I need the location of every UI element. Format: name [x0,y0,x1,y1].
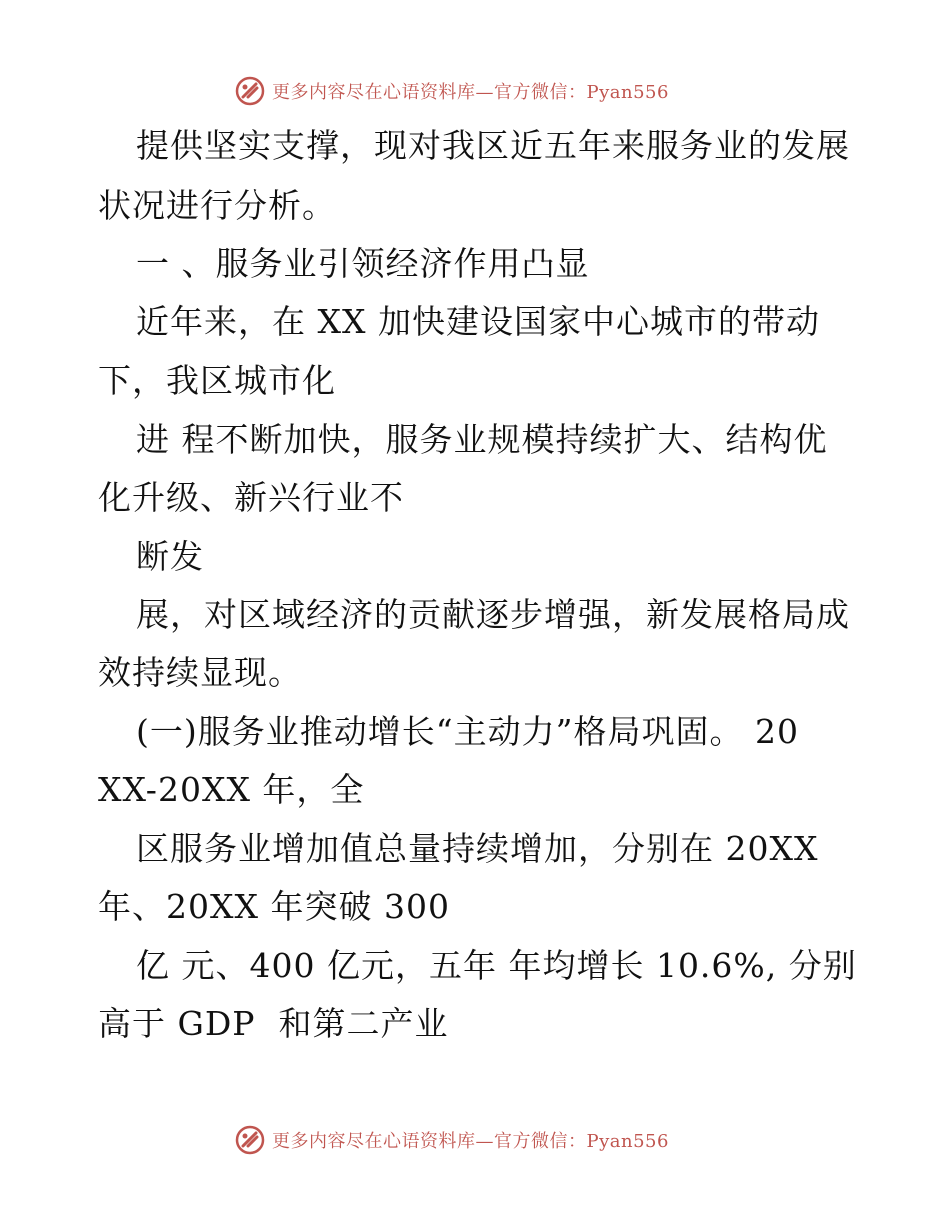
text-line: 断发 [136,537,204,576]
footer-watermark [234,1123,669,1157]
seal-logo-icon [234,75,266,107]
header-watermark [234,74,669,108]
subsection-heading: (一)服务业推动增长“主动力”格局巩固。 20 [136,712,799,751]
text-line: XX-20XX 年，全 [98,770,365,809]
text-line: 展，对区域经济的贡献逐步增强，新发展格局成 [136,595,850,634]
seal-logo-icon [234,1124,266,1156]
text-line: 提供坚实支撑，现对我区近五年来服务业的发展 [136,126,850,165]
text-line: 年、20XX 年突破 300 [98,887,450,926]
text-line: 亿 元、400 亿元，五年 年均增长 10.6%, 分别 [136,946,857,985]
text-line: 化升级、新兴行业不 [98,478,404,517]
text-line: 区服务业增加值总量持续增加，分别在 20XX [136,829,819,868]
text-line: 高于 GDP 和第二产业 [98,1004,449,1043]
text-line: 进 程不断加快，服务业规模持续扩大、结构优 [136,420,828,459]
text-line: 下，我区城市化 [98,361,336,400]
text-line: 效持续显现。 [98,653,302,692]
section-heading: 一 、服务业引领经济作用凸显 [136,244,590,283]
watermark-text: 更多内容尽在心语资料库—官方微信：Pyan556 [272,1131,669,1152]
watermark-text: 更多内容尽在心语资料库—官方微信：Pyan556 [272,82,669,103]
text-line: 状况进行分析。 [98,186,336,225]
text-line: 近年来，在 XX 加快建设国家中心城市的带动 [136,302,820,341]
